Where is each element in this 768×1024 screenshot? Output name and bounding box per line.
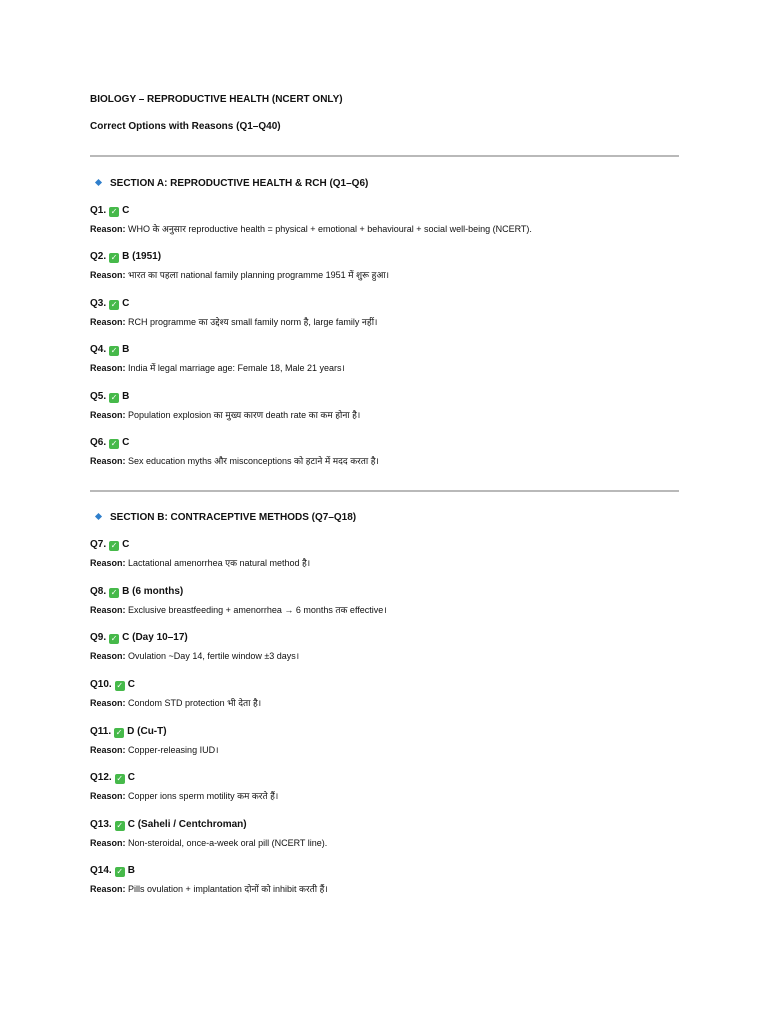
reason-line [90,557,690,569]
reason-text: RCH programme का उद्देश्य small family norm है, large family नहीं। [128,317,378,327]
question-number: Q2. [90,251,107,262]
question-block-q6 [90,436,690,467]
reason-line [90,744,690,756]
reason-text: Exclusive breastfeeding + amenorrhea → 6 months तक effective। [128,605,387,615]
question-block-q7 [90,538,690,569]
section-a-heading-text: SECTION A: REPRODUCTIVE HEALTH & RCH (Q1–Q6) [110,178,369,189]
question-number: Q9. [90,632,107,643]
question-number: Q10. [90,679,112,690]
question-block-q9 [90,631,690,662]
reason-label: Reason: [90,605,126,615]
reason-label: Reason: [90,270,126,280]
check-mark-icon: ✓ [116,821,124,830]
question-block-q3 [90,297,690,328]
check-mark-icon: ✓ [110,346,118,355]
reason-line [90,316,690,328]
question-number: Q1. [90,205,107,216]
question-block-q8 [90,585,690,616]
reason-text: India में legal marriage age: Female 18, Male 21 years। [128,363,345,373]
reason-line [90,883,690,895]
question-number: Q7. [90,539,107,550]
answer-line [90,771,690,785]
question-block-q11 [90,725,690,756]
reason-line [90,223,690,235]
reason-text: Sex education myths और misconceptions को हटाने में मदद करता है। [128,456,379,466]
question-block-q13 [90,818,690,849]
reason-text: Copper-releasing IUD। [128,745,219,755]
answer-line [90,204,690,218]
section-b-heading-text: SECTION B: CONTRACEPTIVE METHODS (Q7–Q18) [110,512,357,523]
reason-label: Reason: [90,317,126,327]
answer-line [90,678,690,692]
correct-option: B [127,865,135,876]
answer-line [90,250,690,264]
check-mark-icon: ✓ [116,681,124,690]
document-title: BIOLOGY – REPRODUCTIVE HEALTH (NCERT ONLY) [90,94,343,105]
reason-label: Reason: [90,410,126,420]
document-subtitle: Correct Options with Reasons (Q1–Q40) [90,121,281,132]
check-mark-icon: ✓ [116,867,124,876]
question-number: Q4. [90,344,107,355]
question-number: Q8. [90,586,107,597]
correct-option: B [122,344,130,355]
reason-label: Reason: [90,791,126,801]
correct-option: C [127,679,135,690]
correct-option: C [122,437,130,448]
correct-option: C [122,298,130,309]
question-number: Q11. [90,726,112,737]
reason-text: Ovulation ~Day 14, fertile window ±3 days। [128,651,300,661]
reason-line [90,362,690,374]
question-number: Q3. [90,298,107,309]
answer-line [90,585,690,599]
reason-text: Copper ions sperm motility कम करते हैं। [128,791,279,801]
diamond-bullet-icon [95,179,102,186]
check-mark-icon: ✓ [116,774,124,783]
reason-label: Reason: [90,838,126,848]
question-number: Q5. [90,391,107,402]
check-mark-icon: ✓ [110,541,118,550]
question-block-q10 [90,678,690,709]
answer-line [90,297,690,311]
answer-line [90,538,690,552]
reason-text: Non-steroidal, once-a-week oral pill (NCERT line). [128,838,328,848]
section-a-heading [96,178,368,189]
question-number: Q6. [90,437,107,448]
answer-line [90,631,690,645]
reason-text: Lactational amenorrhea एक natural method है। [128,558,311,568]
answer-line [90,436,690,450]
reason-line [90,269,690,281]
correct-option: B [122,391,130,402]
check-mark-icon: ✓ [110,253,118,262]
question-block-q2 [90,250,690,281]
answer-line [90,343,690,357]
correct-option: C [127,772,135,783]
correct-option: D (Cu-T) [127,726,167,737]
reason-label: Reason: [90,363,126,373]
check-mark-icon: ✓ [110,393,118,402]
question-block-q14 [90,864,690,895]
reason-line [90,697,690,709]
reason-label: Reason: [90,456,126,466]
reason-line [90,455,690,467]
check-mark-icon: ✓ [110,300,118,309]
correct-option: C (Day 10–17) [122,632,188,643]
answer-line [90,818,690,832]
question-block-q5 [90,390,690,421]
correct-option: C [122,205,130,216]
check-mark-icon: ✓ [110,207,118,216]
check-mark-icon: ✓ [110,588,118,597]
reason-text: भारत का पहला national family planning programme 1951 में शुरू हुआ। [128,270,390,280]
check-mark-icon: ✓ [110,634,118,643]
diamond-bullet-icon [95,513,102,520]
reason-text: WHO के अनुसार reproductive health = physical + emotional + behavioural + social well-being (NCERT). [128,224,532,234]
reason-label: Reason: [90,558,126,568]
reason-line [90,650,690,662]
section-divider [90,155,679,157]
correct-option: C [122,539,130,550]
section-b-heading [96,512,356,523]
correct-option: B (1951) [122,251,162,262]
reason-line [90,604,690,616]
check-mark-icon: ✓ [110,439,118,448]
answer-line [90,725,690,739]
reason-line [90,837,690,849]
correct-option: C (Saheli / Centchroman) [127,819,247,830]
question-block-q4 [90,343,690,374]
reason-label: Reason: [90,651,126,661]
reason-line [90,790,690,802]
reason-text: Population explosion का मुख्य कारण death rate का कम होना है। [128,410,361,420]
reason-label: Reason: [90,224,126,234]
check-mark-icon: ✓ [115,728,123,737]
reason-line [90,409,690,421]
reason-text: Condom STD protection भी देता है। [128,698,262,708]
question-number: Q13. [90,819,112,830]
question-number: Q14. [90,865,112,876]
question-number: Q12. [90,772,112,783]
question-block-q1 [90,204,690,235]
reason-label: Reason: [90,698,126,708]
section-divider [90,490,679,492]
question-block-q12 [90,771,690,802]
reason-text: Pills ovulation + implantation दोनों को inhibit करती हैं। [128,884,328,894]
answer-line [90,390,690,404]
reason-label: Reason: [90,745,126,755]
reason-label: Reason: [90,884,126,894]
correct-option: B (6 months) [122,586,184,597]
answer-line [90,864,690,878]
